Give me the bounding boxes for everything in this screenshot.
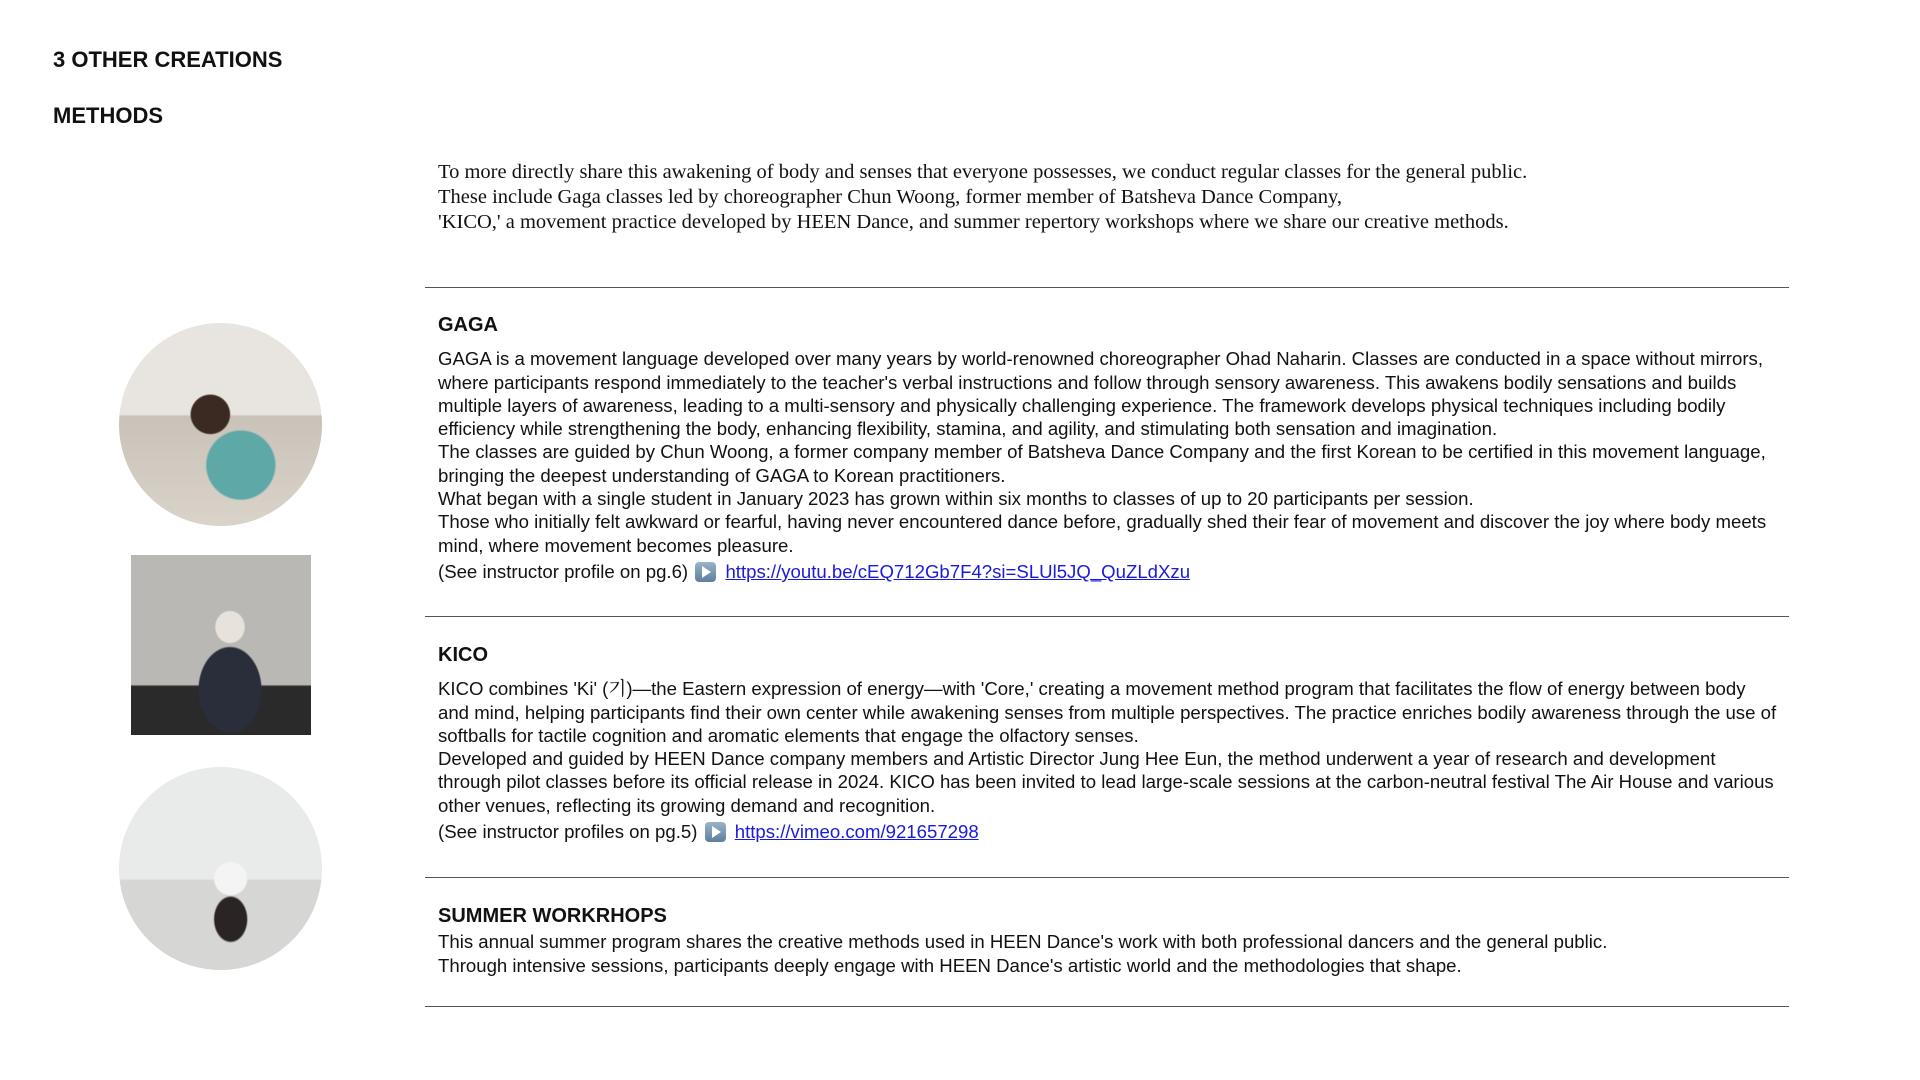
- kico-section: [438, 644, 1778, 843]
- intro-line: 'KICO,' a movement practice developed by HEEN Dance, and summer repertory workshops where we share our creative methods.: [438, 211, 1509, 233]
- workshop-photo: [119, 767, 322, 970]
- gaga-heading: GAGA: [438, 314, 498, 336]
- subsection-title: METHODS: [53, 103, 163, 128]
- intro-line: To more directly share this awakening of body and senses that everyone possesses, we conduct regular classes for the general public.: [438, 161, 1528, 183]
- intro-line: These include Gaga classes led by choreographer Chun Woong, former member of Batsheva Dance Company,: [438, 186, 1343, 208]
- play-icon: [705, 822, 726, 842]
- play-icon: [695, 562, 716, 582]
- intro-text: [438, 160, 1527, 235]
- gaga-class-photo: [119, 323, 322, 526]
- divider: [425, 877, 1789, 878]
- gaga-body: What began with a single student in January 2023 has grown within six months to classes of up to 20 participants per session.: [438, 488, 1474, 510]
- gaga-body: GAGA is a movement language developed over many years by world-renowned choreographer Ohad Naharin. Classes are conducted in a space without mirrors, where participants respond immediately to the teacher's verbal instructions and follow through sensory awareness. This awakens bodily sensations and builds multiple layers of awareness, leading to a multi-sensory and physically challenging experience. The framework develops physical techniques including bodily efficiency while strengthening the body, enhancing flexibility, stamina, and agility, and stimulating both sensation and imagination.: [438, 348, 1763, 440]
- kico-body: Developed and guided by HEEN Dance company members and Artistic Director Jung Hee Eun, the method underwent a year of research and development through pilot classes before its official release in 2024. KICO has been invited to lead large-scale sessions at the carbon-neutral festival The Air House and various other venues, reflecting its growing demand and recognition.: [438, 748, 1774, 816]
- divider: [425, 287, 1789, 288]
- section-title: 3 OTHER CREATIONS: [53, 47, 283, 72]
- summer-heading: SUMMER WORKRHOPS: [438, 905, 667, 927]
- kico-video-link[interactable]: https://vimeo.com/921657298: [734, 821, 979, 843]
- summer-body: Through intensive sessions, participants deeply engage with HEEN Dance's artistic world and the methodologies that shape.: [438, 954, 1462, 976]
- kico-body: KICO combines 'Ki' (기)—the Eastern expression of energy—with 'Core,' creating a movement method program that facilitates the flow of energy between body and mind, helping participants find their own center while awakening senses from multiple perspectives. The practice enriches bodily awareness through the use of softballs for tactile cognition and aromatic elements that engage the olfactory senses.: [438, 678, 1777, 746]
- gaga-section: [438, 314, 1778, 583]
- divider: [425, 616, 1789, 617]
- summer-body: This annual summer program shares the creative methods used in HEEN Dance's work with both professional dancers and the general public.: [438, 931, 1608, 953]
- gaga-video-link[interactable]: https://youtu.be/cEQ712Gb7F4?si=SLUl5JQ_QuZLdXzu: [725, 560, 1191, 582]
- kico-photo: [131, 555, 311, 735]
- gaga-body: The classes are guided by Chun Woong, a former company member of Batsheva Dance Company and the first Korean to be certified in this movement language, bringing the deepest understanding of GAGA to Korean practitioners.: [438, 441, 1766, 486]
- kico-heading: KICO: [438, 644, 488, 666]
- instructor-reference: (See instructor profile on pg.6): [438, 560, 689, 582]
- instructor-reference: (See instructor profiles on pg.5): [438, 821, 698, 843]
- divider: [425, 1006, 1789, 1007]
- summer-section: [438, 905, 1778, 977]
- gaga-body: Those who initially felt awkward or fearful, having never encountered dance before, gradually shed their fear of movement and discover the joy where body meets mind, where movement becomes pleasure.: [438, 511, 1767, 556]
